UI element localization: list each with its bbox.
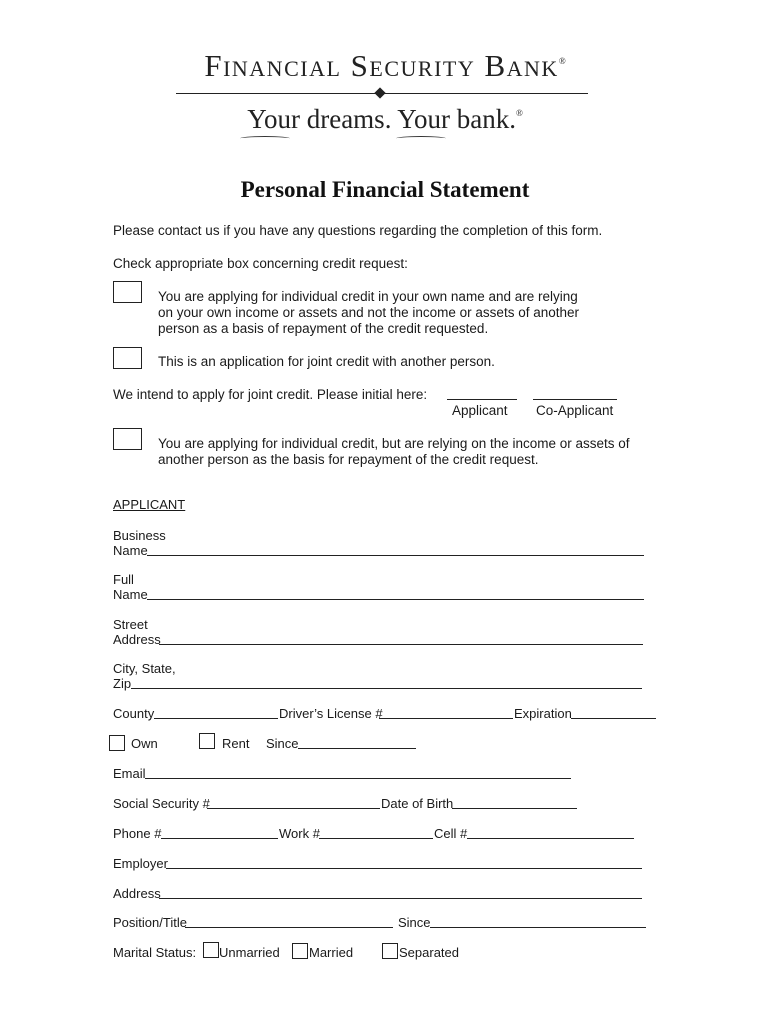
address-label: Address [113,886,161,901]
option2-text: This is an application for joint credit with another person. [158,354,495,369]
employer-field[interactable] [166,868,642,869]
co-applicant-initial-field[interactable] [533,399,617,400]
unmarried-label: Unmarried [219,945,280,960]
applicant-initial-field[interactable] [447,399,517,400]
since-label: Since [266,736,299,751]
street-address-label-2: Address [113,632,161,647]
drivers-license-field[interactable] [379,718,513,719]
applicant-section-title: APPLICANT [113,497,186,512]
separated-checkbox[interactable] [382,943,398,959]
phone-field[interactable] [161,838,278,839]
full-name-label-1: Full [113,572,134,587]
own-checkbox[interactable] [109,735,125,751]
cell-field[interactable] [467,838,634,839]
unmarried-checkbox[interactable] [203,942,219,958]
full-name-field[interactable] [147,599,644,600]
business-name-field[interactable] [147,555,644,556]
dob-label: Date of Birth [381,796,454,811]
married-checkbox[interactable] [292,943,308,959]
phone-label: Phone # [113,826,162,841]
work-label: Work # [279,826,320,841]
joint-initial-label: We intend to apply for joint credit. Please initial here: [113,387,428,402]
county-label: County [113,706,155,721]
work-field[interactable] [319,838,433,839]
since2-field[interactable] [430,927,646,928]
individual-reliant-credit-checkbox[interactable] [113,428,142,450]
position-field[interactable] [185,927,393,928]
page-title: Personal Financial Statement [240,177,530,202]
business-name-label-2: Name [113,543,148,558]
rent-label: Rent [222,736,250,751]
married-label: Married [309,945,354,960]
tagline-swash [240,136,290,141]
since2-label: Since [398,915,431,930]
business-name-label-1: Business [113,528,166,543]
bank-tagline: Your dreams. Your bank.® [247,104,523,134]
email-field[interactable] [145,778,571,779]
ssn-field[interactable] [207,808,380,809]
own-label: Own [131,736,158,751]
city-state-zip-label-2: Zip [113,676,132,691]
rent-checkbox[interactable] [199,733,215,749]
contact-note: Please contact us if you have any questions regarding the completion of this form. [113,223,603,238]
option1-line1: You are applying for individual credit in your own name and are relying [158,289,578,304]
marital-status-label: Marital Status: [113,945,197,960]
since-field[interactable] [298,748,416,749]
joint-credit-checkbox[interactable] [113,347,142,369]
individual-credit-checkbox[interactable] [113,281,142,303]
separated-label: Separated [399,945,459,960]
dob-field[interactable] [452,808,577,809]
street-address-label-1: Street [113,617,148,632]
county-field[interactable] [154,718,278,719]
street-address-field[interactable] [159,644,643,645]
tagline-swash [396,136,446,141]
drivers-license-label: Driver’s License # [279,706,383,721]
check-instruction: Check appropriate box concerning credit request: [113,256,408,271]
address-field[interactable] [159,898,642,899]
co-applicant-label: Co-Applicant [536,403,614,418]
option1-line3: person as a basis of repayment of the credit requested. [158,321,489,336]
option1-line2: on your own income or assets and not the income or assets of another [158,305,579,320]
option3-line1: You are applying for individual credit, but are relying on the income or assets of [158,436,630,451]
email-label: Email [113,766,146,781]
expiration-field[interactable] [571,718,656,719]
ssn-label: Social Security # [113,796,210,811]
diamond-icon [374,87,385,98]
bank-name-logo: Financial Security Bank® [204,48,566,83]
expiration-label: Expiration [514,706,572,721]
applicant-label: Applicant [452,403,508,418]
city-state-zip-field[interactable] [131,688,642,689]
city-state-zip-label-1: City, State, [113,661,176,676]
position-label: Position/Title [113,915,187,930]
cell-label: Cell # [434,826,468,841]
full-name-label-2: Name [113,587,148,602]
option3-line2: another person as the basis for repayment of the credit request. [158,452,539,467]
employer-label: Employer [113,856,168,871]
